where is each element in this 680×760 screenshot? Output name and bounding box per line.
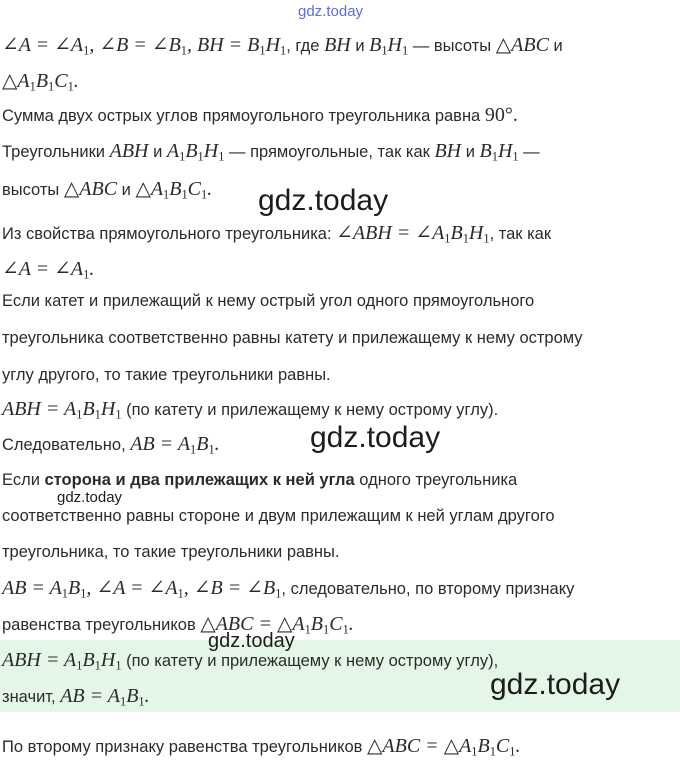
text: треугольника, то такие треугольники равны. (2, 543, 340, 561)
math-expr: 90°. (484, 104, 518, 126)
math-expr: ABH = $A_1B_1H_1$ (2, 398, 122, 422)
math-expr: $\triangle A_1B_1C_1$. (2, 70, 79, 94)
math-expr: △ABC (495, 34, 549, 56)
math-expr: △ABC = $\triangle A_1B_1C_1$. (367, 735, 521, 759)
math-expr: $B_1H_1$ (369, 34, 409, 58)
text-line-3 (0, 104, 680, 127)
text: и (117, 181, 136, 199)
math-expr: BH (434, 140, 462, 162)
text-line-7 (0, 256, 680, 283)
text: — высоты (408, 37, 496, 55)
text: одного треугольника (354, 471, 518, 489)
text-line-1 (0, 32, 680, 59)
math-expr: ∠A = $\angle A_1$. (2, 258, 95, 282)
text-line-15 (0, 543, 680, 562)
math-expr: △ABC = $\triangle A_1B_1C_1$. (200, 613, 354, 637)
text: Если катет и прилежащий к нему острый угол одного прямоугольного (2, 292, 535, 310)
text-line-11 (0, 398, 680, 423)
text-line-8 (0, 292, 680, 311)
text: — прямоугольные, так как (224, 143, 435, 161)
text: и (350, 37, 370, 55)
text: — (518, 143, 540, 161)
watermark: gdz.today (208, 630, 295, 652)
watermark: gdz.today (490, 668, 621, 701)
text-line-9 (0, 329, 680, 348)
math-expr: $B_1H_1$ (479, 140, 519, 164)
text: Из свойства прямоугольного треугольника: (2, 225, 337, 243)
text: (по катету и прилежащему к нему острому углу), (121, 652, 499, 670)
text: углу другого, то такие треугольники равны. (2, 366, 331, 384)
text: значит, (2, 688, 61, 706)
text: , так как (489, 225, 552, 243)
text: Треугольники (2, 143, 110, 161)
text-line-17 (0, 611, 680, 638)
text: и (548, 37, 563, 55)
watermark: gdz.today (258, 184, 389, 217)
math-expr: ∠ABH = $\angle A_1B_1H_1$ (336, 222, 490, 246)
text: и (461, 143, 480, 161)
watermark: gdz.today (57, 489, 123, 506)
text-line-13 (0, 471, 680, 490)
text-line-2 (0, 68, 680, 95)
text: , следовательно, по второму признаку (281, 580, 575, 598)
bold-text: сторона и два прилежащих к ней угла (44, 471, 355, 489)
text: Если (2, 471, 45, 489)
text-line-4 (0, 140, 680, 165)
math-expr: BH (324, 34, 351, 56)
text: соответственно равны стороне и двум прилежащим к ней углам другого (2, 507, 555, 525)
math-expr: ABH = $A_1B_1H_1$ (2, 649, 122, 673)
math-expr: AB = $A_1B_1$. (130, 433, 220, 457)
text: высоты (2, 181, 64, 199)
text: и (148, 143, 167, 161)
text-line-14 (0, 507, 680, 526)
watermark: gdz.today (310, 421, 441, 454)
math-expr: AB = $A_1B_1$, ∠A = $\angle A_1$, ∠B = $\angle B_1$ (2, 577, 282, 601)
watermark-top: gdz.today (298, 3, 364, 20)
text: (по катету и прилежащему к нему острому углу). (121, 401, 499, 419)
math-expr: △ABC (63, 178, 118, 200)
math-expr: ∠A = $\angle A_1$, ∠B = $\angle B_1$, BH = $B_1H_1$ (2, 34, 287, 58)
text-line-16 (0, 575, 680, 602)
text: треугольника соответственно равны катету и прилежащему к нему острому (2, 329, 583, 347)
math-expr: $A_1B_1H_1$ (166, 140, 225, 164)
text-line-6 (0, 220, 680, 247)
text: По второму признаку равенства треугольников (2, 738, 368, 756)
math-expr: ABH (109, 140, 149, 162)
text: Сумма двух острых углов прямоугольного треугольника равна (2, 107, 485, 125)
text: , где (286, 37, 325, 55)
text: Следовательно, (2, 436, 131, 454)
math-expr: AB = $A_1B_1$. (60, 685, 150, 709)
math-expr: $\triangle A_1B_1C_1$. (135, 178, 213, 202)
text-line-10 (0, 366, 680, 385)
text: равенства треугольников (2, 616, 201, 634)
